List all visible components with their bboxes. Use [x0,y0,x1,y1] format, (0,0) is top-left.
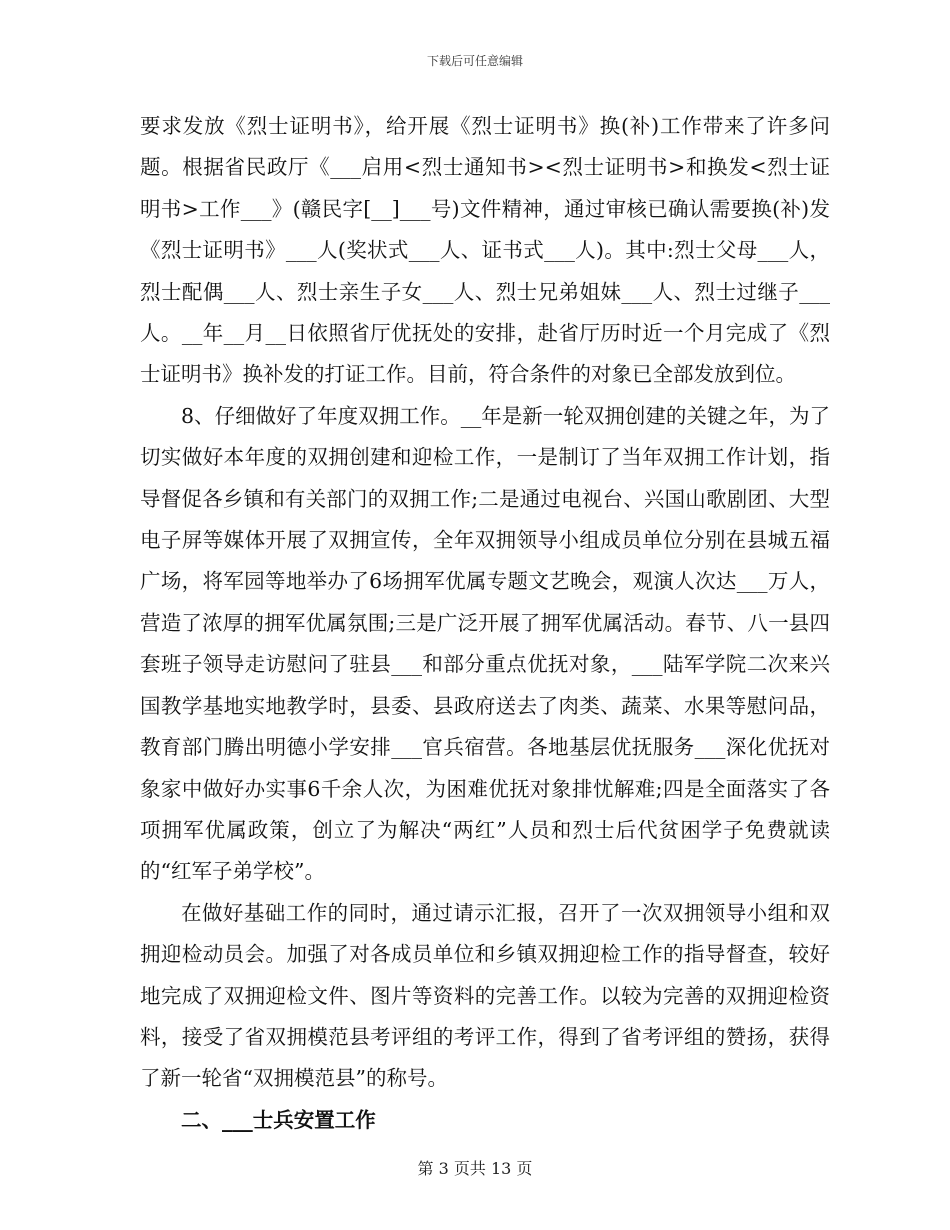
section-heading-soldier-placement: 二、___士兵安置工作 [181,1107,376,1132]
paragraph-inspection-preparation: 在做好基础工作的同时，通过请示汇报，召开了一次双拥领导小组和双拥迎检动员会。加强了对各成员单位和乡镇双拥迎检工作的指导督查，较好地完成了双拥迎检文件、图片等资料的完善工作。以较为完善的双拥迎检资料，接受了省双拥模范县考评组的考评工作，得到了省考评组的赞扬，获得了新一轮省“双拥模范县”的称号。 [140,900,830,1091]
paragraph-double-support-work: 8、仔细做好了年度双拥工作。__年是新一轮双拥创建的关键之年，为了切实做好本年度的双拥创建和迎检工作，一是制订了当年双拥工作计划，指导督促各乡镇和有关部门的双拥工作;二是通过电视台、兴国山歌剧团、大型电子屏等媒体开展了双拥宣传，全年双拥领导小组成员单位分别在县城五福广场，将军园等地举办了6场拥军优属专题文艺晚会，观演人次达___万人，营造了浓厚的拥军优属氛围;三是广泛开展了拥军优属活动。春节、八一县四套班子领导走访慰问了驻县___和部分重点优抚对象，___陆军学院二次来兴国教学基地实地教学时，县委、县政府送去了肉类、蔬菜、水果等慰问品，教育部门腾出明德小学安排___官兵宿营。各地基层优抚服务___深化优抚对象家中做好办实事6千余人次，为困难优抚对象排忧解难;四是全面落实了各项拥军优属政策，创立了为解决“两红”人员和烈士后代贫困学子免费就读的“红军子弟学校”。 [140,403,830,884]
page-header-note: 下载后可任意编辑 [426,54,523,68]
document-body [140,106,830,1141]
paragraph-martyr-certificates: 要求发放《烈士证明书》，给开展《烈士证明书》换(补)工作带来了许多问题。根据省民政厅《___启用<烈士通知书><烈士证明书>和换发<烈士证明书>工作___》(赣民字[__]___号)文件精神，通过审核已确认需要换(补)发《烈士证明书》___人(奖状式___人、证书式___人)。其中:烈士父母___人，烈士配偶___人、烈士亲生子女___人、烈士兄弟姐妹___人、烈士过继子___人。__年__月__日依照省厅优抚处的安排，赴省厅历时近一个月完成了《烈士证明书》换补发的打证工作。目前，符合条件的对象已全部发放到位。 [140,114,830,387]
page-number: 第 3 页共 13 页 [417,1159,533,1178]
